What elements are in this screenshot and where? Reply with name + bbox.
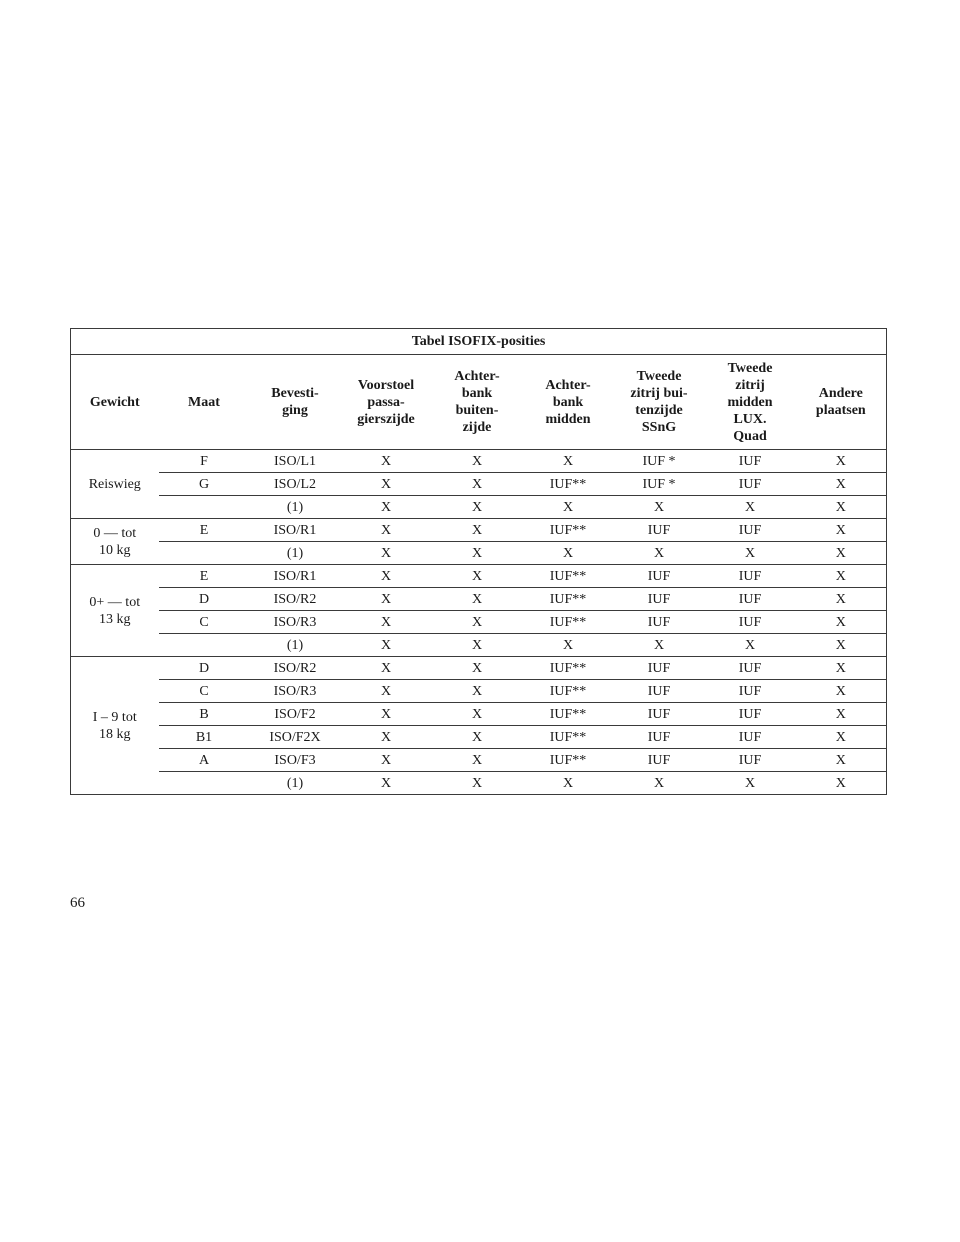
table-row	[71, 772, 887, 795]
table-cell: X	[432, 588, 523, 611]
table-row	[71, 542, 887, 565]
table-cell: ISO/L2	[250, 473, 341, 496]
table-cell: D	[159, 657, 250, 680]
table-cell: X	[614, 634, 705, 657]
table-cell: X	[523, 634, 614, 657]
header-label: Andere plaatsen	[815, 386, 866, 418]
table-cell: ISO/R2	[250, 588, 341, 611]
table-cell: ISO/F3	[250, 749, 341, 772]
header-tweede-zitrij-buitenzijde	[614, 355, 705, 450]
header-maat	[159, 355, 250, 450]
table-cell: IUF *	[614, 450, 705, 473]
weight-class-cell: Reiswieg	[71, 450, 159, 519]
table-cell: X	[796, 703, 887, 726]
table-cell: X	[341, 450, 432, 473]
table-cell: X	[796, 726, 887, 749]
table-cell: IUF	[614, 611, 705, 634]
table-cell: X	[796, 749, 887, 772]
table-cell: X	[614, 542, 705, 565]
table-cell: IUF	[705, 703, 796, 726]
table-cell: X	[341, 519, 432, 542]
table-row	[71, 496, 887, 519]
table-cell: F	[159, 450, 250, 473]
header-bevestiging	[250, 355, 341, 450]
table-cell: (1)	[250, 496, 341, 519]
header-andere-plaatsen	[796, 355, 887, 450]
weight-class-cell: 0 — tot 10 kg	[71, 519, 159, 565]
table-row	[71, 657, 887, 680]
table-cell: (1)	[250, 772, 341, 795]
table-cell: X	[432, 611, 523, 634]
table-cell: IUF *	[614, 473, 705, 496]
table-row	[71, 680, 887, 703]
table-cell: ISO/R2	[250, 657, 341, 680]
header-achterbank-midden	[523, 355, 614, 450]
table-cell: IUF	[705, 680, 796, 703]
table-cell: X	[341, 473, 432, 496]
table-cell: X	[341, 542, 432, 565]
table-cell: E	[159, 565, 250, 588]
table-cell	[159, 772, 250, 795]
table-cell: ISO/L1	[250, 450, 341, 473]
table-cell: X	[523, 542, 614, 565]
table-cell: X	[705, 634, 796, 657]
table-cell: X	[341, 680, 432, 703]
table-cell: IUF	[705, 726, 796, 749]
table-cell: IUF**	[523, 473, 614, 496]
table-title: Tabel ISOFIX-posities	[71, 329, 887, 355]
table-cell: X	[614, 496, 705, 519]
weight-class-cell: 0+ — tot 13 kg	[71, 565, 159, 657]
table-cell: X	[523, 450, 614, 473]
table-cell: IUF**	[523, 680, 614, 703]
table-cell: IUF**	[523, 565, 614, 588]
table-cell: X	[705, 772, 796, 795]
table-cell: X	[341, 657, 432, 680]
header-label: Tweede zitrij bui- tenzijde SSnG	[630, 369, 688, 435]
table-cell: IUF	[705, 473, 796, 496]
table-cell: X	[341, 703, 432, 726]
isofix-positions-table	[70, 328, 887, 795]
table-cell: X	[341, 726, 432, 749]
table-cell: X	[523, 772, 614, 795]
table-row	[71, 611, 887, 634]
table-cell: IUF	[614, 703, 705, 726]
table-cell: IUF	[614, 588, 705, 611]
table-row	[71, 726, 887, 749]
table-cell	[159, 496, 250, 519]
table-cell: X	[705, 496, 796, 519]
table-cell: X	[796, 588, 887, 611]
header-label: Bevesti- ging	[271, 386, 319, 418]
weight-class-cell: I – 9 tot 18 kg	[71, 657, 159, 795]
table-cell: D	[159, 588, 250, 611]
table-cell: X	[432, 749, 523, 772]
table-cell: X	[796, 519, 887, 542]
table-cell: X	[432, 542, 523, 565]
table-row	[71, 588, 887, 611]
table-cell: X	[432, 450, 523, 473]
header-label: Achter- bank buiten- zijde	[454, 369, 500, 435]
header-label: Gewicht	[89, 394, 140, 410]
table-body	[71, 450, 887, 795]
table-cell: E	[159, 519, 250, 542]
table-row	[71, 703, 887, 726]
table-cell: IUF**	[523, 519, 614, 542]
table-cell: X	[432, 634, 523, 657]
table-cell: ISO/R1	[250, 519, 341, 542]
header-label: Voorstoel passa- gierszijde	[357, 377, 415, 427]
header-voorstoel	[341, 355, 432, 450]
table-cell	[159, 634, 250, 657]
table-cell: X	[341, 634, 432, 657]
table-cell: ISO/F2	[250, 703, 341, 726]
table-cell: IUF	[705, 749, 796, 772]
table-cell: X	[341, 611, 432, 634]
table-cell: IUF	[705, 519, 796, 542]
table-cell: X	[432, 703, 523, 726]
table-cell: IUF	[614, 680, 705, 703]
table-cell: IUF	[705, 450, 796, 473]
table-cell: IUF	[705, 565, 796, 588]
table-cell	[159, 542, 250, 565]
table-cell: ISO/R3	[250, 680, 341, 703]
header-label: Achter- bank midden	[545, 377, 591, 427]
table-cell: ISO/R1	[250, 565, 341, 588]
table-cell: X	[796, 657, 887, 680]
table-row	[71, 565, 887, 588]
table-cell: X	[432, 680, 523, 703]
table-row	[71, 450, 887, 473]
table-cell: IUF	[614, 657, 705, 680]
table-cell: ISO/F2X	[250, 726, 341, 749]
header-label: Tweede zitrij midden LUX. Quad	[727, 360, 773, 444]
table-cell: X	[341, 749, 432, 772]
table-cell: A	[159, 749, 250, 772]
table-cell: X	[432, 496, 523, 519]
table-cell: G	[159, 473, 250, 496]
table-cell: IUF**	[523, 749, 614, 772]
table-cell: X	[796, 542, 887, 565]
table-cell: X	[432, 657, 523, 680]
table-cell: X	[796, 772, 887, 795]
page-number: 66	[70, 895, 85, 911]
table-cell: X	[432, 565, 523, 588]
table-cell: X	[796, 680, 887, 703]
table-cell: X	[432, 519, 523, 542]
table-cell: IUF	[614, 726, 705, 749]
table-cell: B	[159, 703, 250, 726]
table-cell: X	[796, 565, 887, 588]
table-cell: ISO/R3	[250, 611, 341, 634]
table-cell: IUF	[705, 611, 796, 634]
table-cell: X	[796, 496, 887, 519]
table-cell: B1	[159, 726, 250, 749]
table-cell: IUF**	[523, 703, 614, 726]
table-cell: X	[341, 772, 432, 795]
table-cell: IUF	[614, 749, 705, 772]
table-cell: X	[796, 450, 887, 473]
table-cell: IUF**	[523, 611, 614, 634]
table-cell: C	[159, 611, 250, 634]
table-row	[71, 634, 887, 657]
table-cell: IUF**	[523, 657, 614, 680]
table-cell: X	[341, 565, 432, 588]
table-cell: X	[432, 772, 523, 795]
header-gewicht	[71, 355, 159, 450]
table-cell: X	[796, 634, 887, 657]
table-cell: IUF	[705, 657, 796, 680]
table-cell: IUF	[705, 588, 796, 611]
table-cell: (1)	[250, 542, 341, 565]
header-tweede-zitrij-midden	[705, 355, 796, 450]
table-row	[71, 749, 887, 772]
table-cell: X	[705, 542, 796, 565]
table-cell: X	[523, 496, 614, 519]
table-row	[71, 519, 887, 542]
table-cell: IUF	[614, 565, 705, 588]
table-cell: (1)	[250, 634, 341, 657]
header-label: Maat	[188, 394, 220, 410]
table-row	[71, 473, 887, 496]
table-cell: X	[341, 496, 432, 519]
table-cell: IUF**	[523, 726, 614, 749]
table-cell: X	[614, 772, 705, 795]
table-cell: X	[796, 473, 887, 496]
header-achterbank-buitenzijde	[432, 355, 523, 450]
table-cell: X	[432, 473, 523, 496]
table-cell: IUF	[614, 519, 705, 542]
table-cell: X	[796, 611, 887, 634]
table-cell: C	[159, 680, 250, 703]
table-cell: X	[432, 726, 523, 749]
table-cell: X	[341, 588, 432, 611]
table-cell: IUF**	[523, 588, 614, 611]
